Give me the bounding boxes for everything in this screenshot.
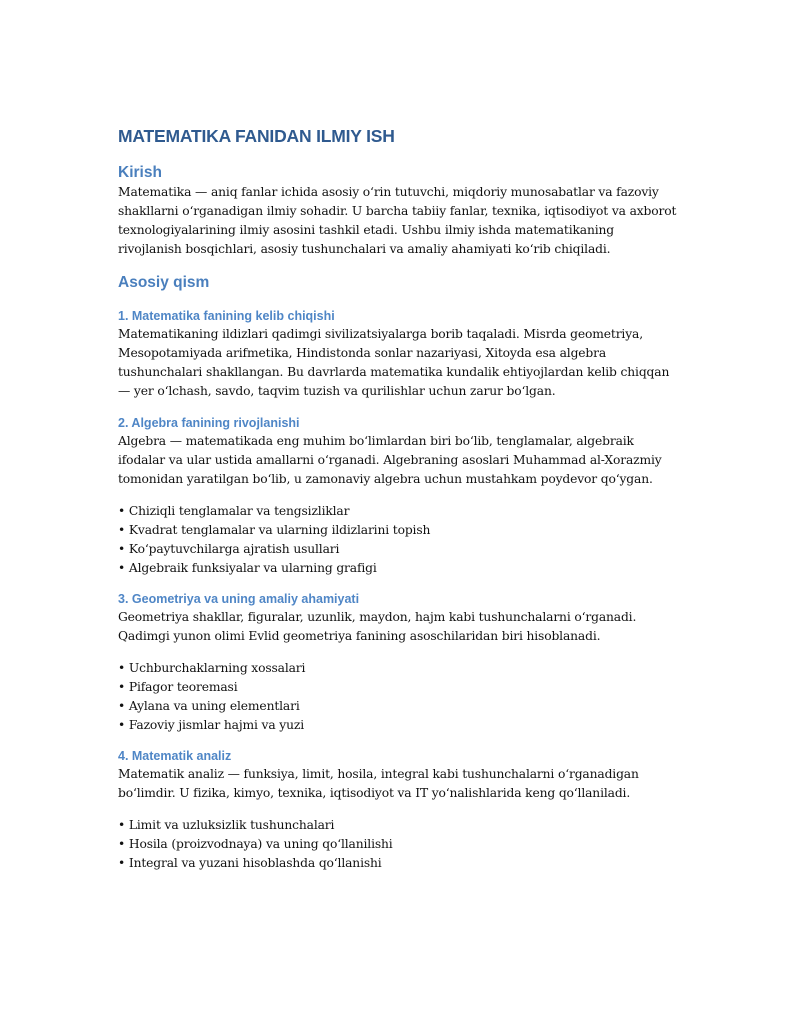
section-1-heading: 1. Matematika fanining kelib chiqishi xyxy=(118,309,335,323)
section-4-heading: 4. Matematik analiz xyxy=(118,749,232,763)
list-item: • Integral va yuzani hisoblashda qo‘llanishi xyxy=(118,854,678,873)
list-item: • Pifagor teoremasi xyxy=(118,678,678,697)
section-4-paragraph: Matematik analiz — funksiya, limit, hosila, integral kabi tushunchalarni o‘rganadigan bo‘limdir. U fizika, kimyo, texnika, iqtisodiyot va IT yo‘nalishlarida keng qo‘llaniladi. xyxy=(118,767,639,800)
list-item: • Algebraik funksiyalar va ularning grafigi xyxy=(118,559,678,578)
section-2-bullet-list xyxy=(118,502,678,578)
list-item: • Limit va uzluksizlik tushunchalari xyxy=(118,816,678,835)
intro-heading: Kirish xyxy=(118,164,162,181)
section-2-paragraph: Algebra — matematikada eng muhim bo‘limlardan biri bo‘lib, tenglamalar, algebraik ifodalar va ular ustida amallarni o‘rganadi. Algebraning asoslari Muhammad al-Xorazmiy tomonidan yaratilgan bo‘lib, u zamonaviy algebra uchun mustahkam poydevor qo‘ygan. xyxy=(118,434,662,486)
list-item: • Kvadrat tenglamalar va ularning ildizlarini topish xyxy=(118,521,678,540)
intro-paragraph: Matematika — aniq fanlar ichida asosiy o‘rin tutuvchi, miqdoriy munosabatlar va fazoviy shakllarni o‘rganadigan ilmiy sohadir. U barcha tabiiy fanlar, texnika, iqtisodiyot va axborot texnologiyalarining ilmiy asosini tashkil etadi. Ushbu ilmiy ishda matematikaning rivojlanish bosqichlari, asosiy tushunchalari va amaliy ahamiyati ko‘rib chiqiladi. xyxy=(118,185,677,256)
list-item: • Fazoviy jismlar hajmi va yuzi xyxy=(118,716,678,735)
document-title: MATEMATIKA FANIDAN ILMIY ISH xyxy=(118,126,395,146)
main-heading: Asosiy qism xyxy=(118,274,210,291)
section-4-bullet-list xyxy=(118,816,678,873)
section-2-heading: 2. Algebra fanining rivojlanishi xyxy=(118,416,300,430)
list-item: • Hosila (proizvodnaya) va uning qo‘llanilishi xyxy=(118,835,678,854)
list-item: • Ko‘paytuvchilarga ajratish usullari xyxy=(118,540,678,559)
section-1-paragraph: Matematikaning ildizlari qadimgi sivilizatsiyalarga borib taqaladi. Misrda geometriya, Mesopotamiyada arifmetika, Hindistonda sonlar nazariyasi, Xitoyda esa algebra tushunchalari shakllangan. Bu davrlarda matematika kundalik ehtiyojlardan kelib chiqqan — yer o‘lchash, savdo, taqvim tuzish va qurilishlar uchun zarur bo‘lgan. xyxy=(118,327,670,398)
section-3-heading: 3. Geometriya va uning amaliy ahamiyati xyxy=(118,592,360,606)
section-3-bullet-list xyxy=(118,659,678,735)
list-item: • Aylana va uning elementlari xyxy=(118,697,678,716)
list-item: • Uchburchaklarning xossalari xyxy=(118,659,678,678)
section-3-paragraph: Geometriya shakllar, figuralar, uzunlik, maydon, hajm kabi tushunchalarni o‘rganadi. Qadimgi yunon olimi Evlid geometriya fanining asoschilaridan biri hisoblanadi. xyxy=(118,610,637,643)
document-page xyxy=(118,124,678,873)
list-item: • Chiziqli tenglamalar va tengsizliklar xyxy=(118,502,678,521)
